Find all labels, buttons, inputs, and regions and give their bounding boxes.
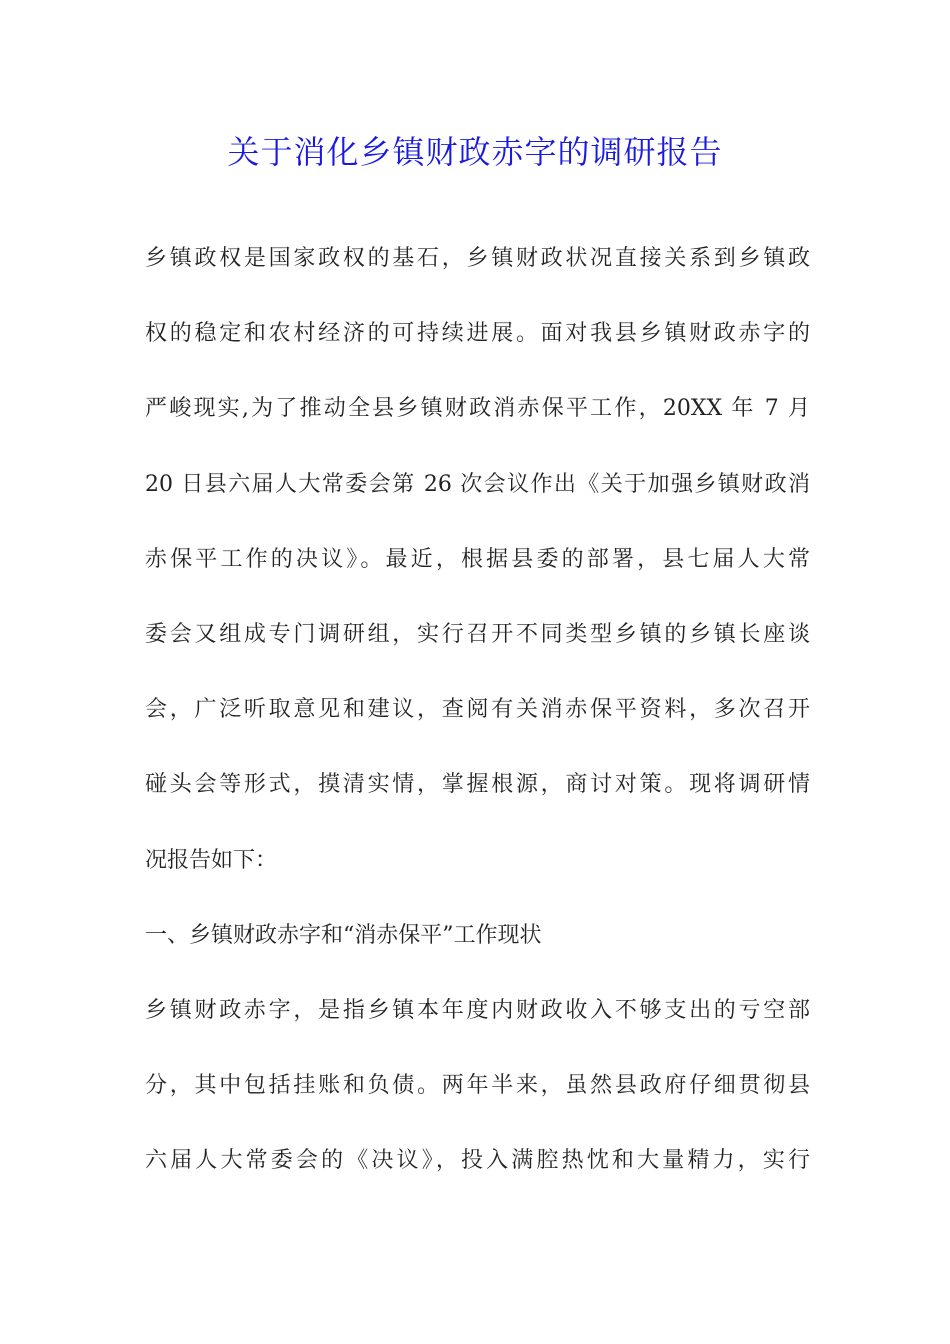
paragraph-line: 20 日县六届人大常委会第 26 次会议作出《关于加强乡镇财政消 <box>145 471 810 497</box>
paragraph-line: 乡镇财政赤字，是指乡镇本年度内财政收入不够支出的亏空部 <box>145 997 810 1023</box>
paragraph-line: 权的稳定和农村经济的可持续进展。面对我县乡镇财政赤字的 <box>145 321 810 347</box>
paragraph-line: 会，广泛听取意见和建议，查阅有关消赤保平资料，多次召开 <box>145 697 810 723</box>
paragraph-line: 严峻现实,为了推动全县乡镇财政消赤保平工作，20XX 年 7 月 <box>145 396 810 422</box>
paragraph-line: 赤保平工作的决议》。最近，根据县委的部署，县七届人大常 <box>145 546 810 572</box>
paragraph-line: 委会又组成专门调研组，实行召开不同类型乡镇的乡镇长座谈 <box>145 621 810 647</box>
paragraph-line: 六届人大常委会的《决议》，投入满腔热忱和大量精力，实行 <box>145 1148 810 1174</box>
document-body <box>145 239 810 1216</box>
paragraph-line: 一、乡镇财政赤字和“消赤保平”工作现状 <box>145 922 542 948</box>
paragraph-line: 乡镇政权是国家政权的基石，乡镇财政状况直接关系到乡镇政 <box>145 246 810 271</box>
paragraph-line: 况报告如下： <box>145 847 278 873</box>
document-title: 关于消化乡镇财政赤字的调研报告 <box>227 133 723 171</box>
paragraph-line: 碰头会等形式，摸清实情，掌握根源，商讨对策。现将调研情 <box>145 772 810 798</box>
paragraph-line: 分，其中包括挂账和负债。两年半来，虽然县政府仔细贯彻县 <box>145 1073 810 1099</box>
